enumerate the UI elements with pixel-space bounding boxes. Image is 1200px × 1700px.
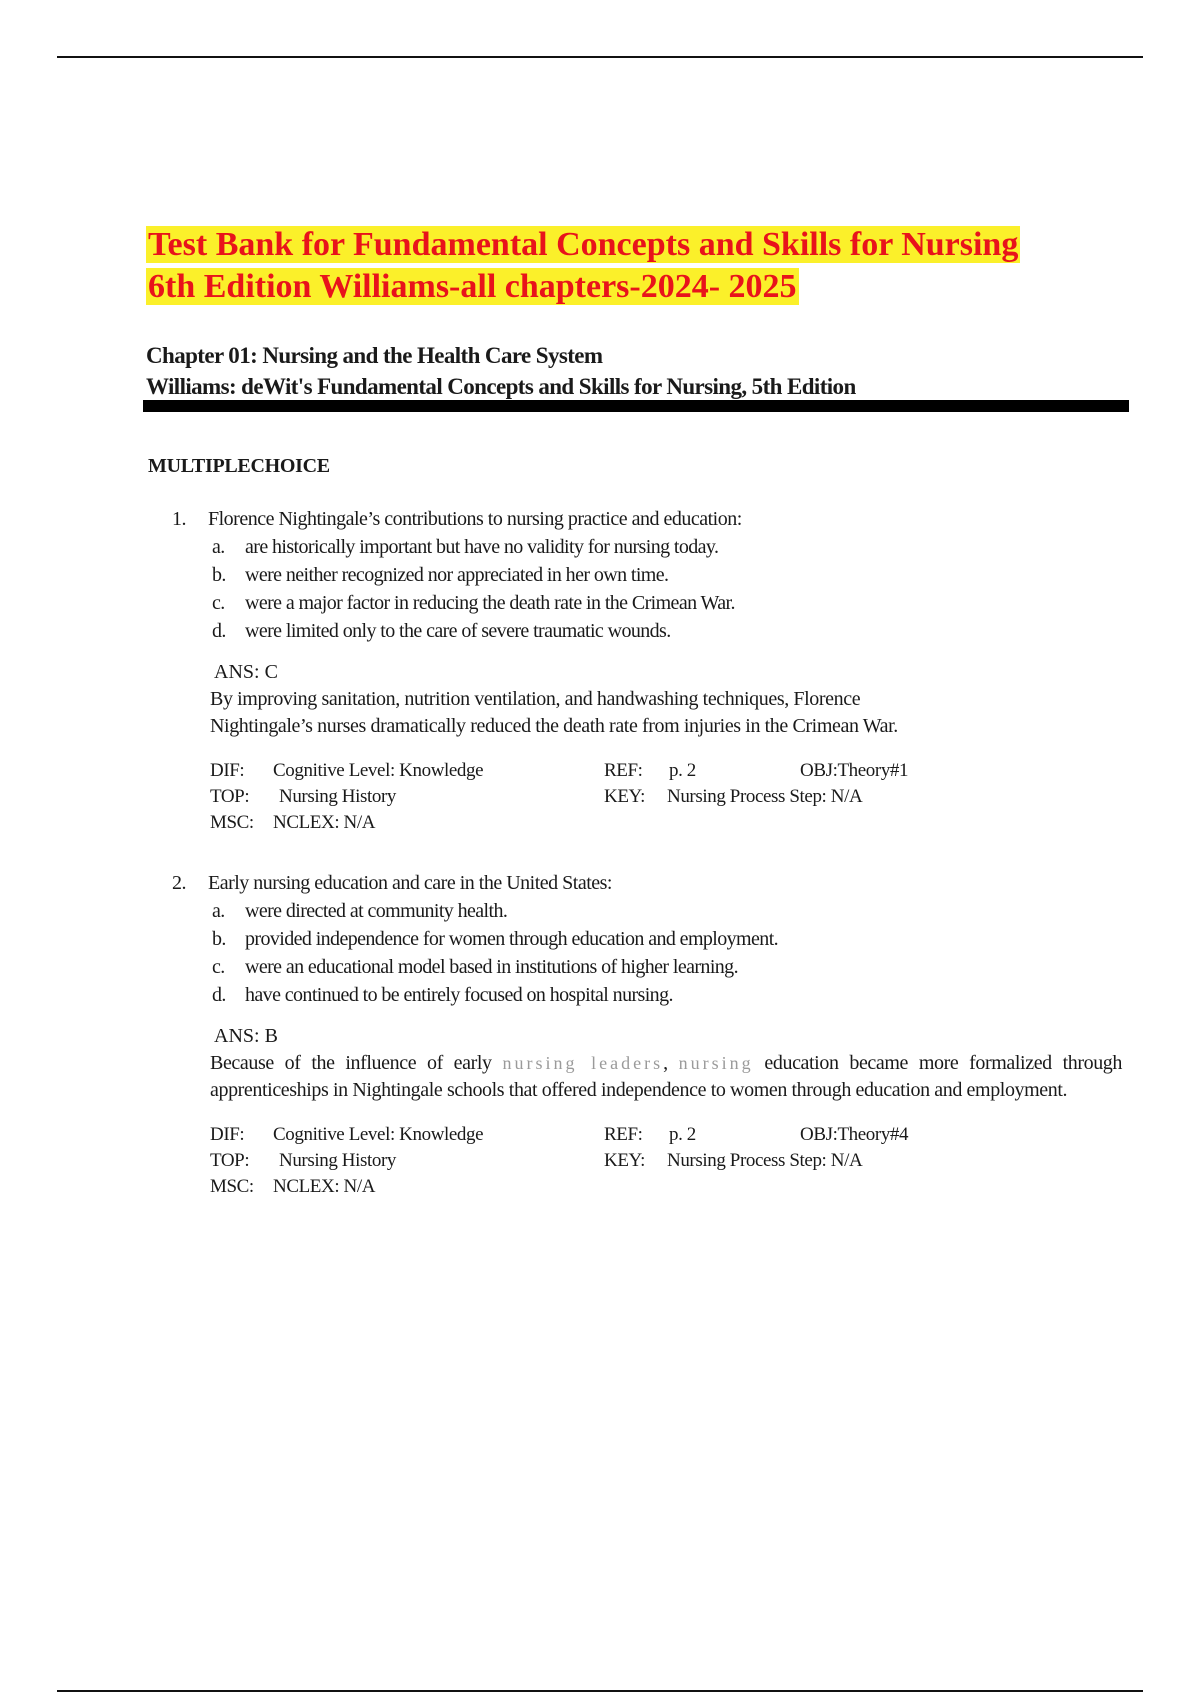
section-label: MULTIPLECHOICE: [148, 455, 330, 477]
obj-value: OBJ:Theory#1: [800, 760, 909, 781]
option-c: [172, 589, 1122, 617]
answer: ANS: B: [214, 1025, 278, 1047]
msc-value: NCLEX: N/A: [273, 1176, 376, 1197]
question-number: 2.: [172, 872, 186, 894]
option-b: [172, 925, 1122, 953]
top-divider: [57, 56, 1143, 58]
question-text: Early nursing education and care in the United States:: [208, 872, 612, 894]
rationale-line: By improving sanitation, nutrition ventilation, and handwashing techniques, Florence: [210, 688, 861, 710]
option-text: are historically important but have no validity for nursing today.: [245, 536, 719, 558]
option-letter: b.: [212, 564, 226, 586]
key-label: KEY:: [604, 786, 645, 807]
option-c: [172, 953, 1122, 981]
ref-value: p. 2: [669, 760, 696, 781]
ref-label: REF:: [604, 760, 643, 781]
option-text: have continued to be entirely focused on hospital nursing.: [245, 984, 673, 1006]
option-letter: a.: [212, 536, 225, 558]
question-text: Florence Nightingale’s contributions to nursing practice and education:: [208, 508, 742, 530]
rationale-text: Because of the influence of early: [210, 1052, 503, 1074]
top-value: Nursing History: [279, 1150, 396, 1171]
question-metadata: [210, 758, 1122, 836]
rationale: [210, 1050, 1122, 1104]
obj-value: OBJ:Theory#4: [800, 1124, 909, 1145]
question-number: 1.: [172, 508, 186, 530]
dif-value: Cognitive Level: Knowledge: [273, 1124, 484, 1145]
top-value: Nursing History: [279, 786, 396, 807]
option-letter: a.: [212, 900, 225, 922]
rationale: [210, 686, 1122, 740]
question-stem: [172, 869, 1122, 897]
option-a: [172, 897, 1122, 925]
title-line-2: 6th Edition Williams-all chapters-2024- 2025: [148, 268, 797, 305]
option-text: were directed at community health.: [245, 900, 508, 922]
question-1: [172, 505, 1122, 836]
top-label: TOP:: [210, 1150, 250, 1171]
option-text: were limited only to the care of severe traumatic wounds.: [245, 620, 671, 642]
question-stem: [172, 505, 1122, 533]
chapter-divider: [143, 400, 1129, 412]
option-letter: d.: [212, 620, 226, 642]
ref-value: p. 2: [669, 1124, 696, 1145]
rationale-text: education became more formalized through apprenticeships in Nightingale schools that offered independence to women through education and employment.: [210, 1052, 1123, 1101]
option-letter: c.: [212, 956, 225, 978]
option-text: were an educational model based in institutions of higher learning.: [245, 956, 738, 978]
rationale-line: Nightingale’s nurses dramatically reduced the death rate from injuries in the Crimean War.: [210, 715, 898, 737]
dif-label: DIF:: [210, 1124, 245, 1145]
dif-value: Cognitive Level: Knowledge: [273, 760, 484, 781]
title-line-1: Test Bank for Fundamental Concepts and Skills for Nursing: [148, 226, 1019, 263]
key-value: Nursing Process Step: N/A: [667, 1150, 863, 1171]
question-2: [172, 869, 1122, 1200]
option-text: were a major factor in reducing the death rate in the Crimean War.: [245, 592, 735, 614]
book-title: Williams: deWit's Fundamental Concepts and Skills for Nursing, 5th Edition: [146, 374, 856, 399]
question-metadata: [210, 1122, 1122, 1200]
watermark-text: nursing leaders: [502, 1053, 664, 1073]
option-letter: c.: [212, 592, 225, 614]
chapter-heading: Chapter 01: Nursing and the Health Care System: [146, 343, 603, 368]
answer: ANS: C: [214, 661, 278, 683]
msc-value: NCLEX: N/A: [273, 812, 376, 833]
document-title: [146, 224, 1126, 308]
option-letter: d.: [212, 984, 226, 1006]
option-text: were neither recognized nor appreciated in her own time.: [245, 564, 669, 586]
option-letter: b.: [212, 928, 226, 950]
option-b: [172, 561, 1122, 589]
top-label: TOP:: [210, 786, 250, 807]
option-a: [172, 533, 1122, 561]
rationale-text: ,: [663, 1052, 679, 1074]
option-text: provided independence for women through education and employment.: [245, 928, 779, 950]
key-value: Nursing Process Step: N/A: [667, 786, 863, 807]
ref-label: REF:: [604, 1124, 643, 1145]
dif-label: DIF:: [210, 760, 245, 781]
msc-label: MSC:: [210, 812, 254, 833]
key-label: KEY:: [604, 1150, 645, 1171]
msc-label: MSC:: [210, 1176, 254, 1197]
option-d: [172, 981, 1122, 1009]
chapter-header: [146, 340, 856, 402]
bottom-divider: [57, 1690, 1143, 1692]
option-d: [172, 617, 1122, 645]
watermark-text: nursing: [678, 1053, 754, 1073]
